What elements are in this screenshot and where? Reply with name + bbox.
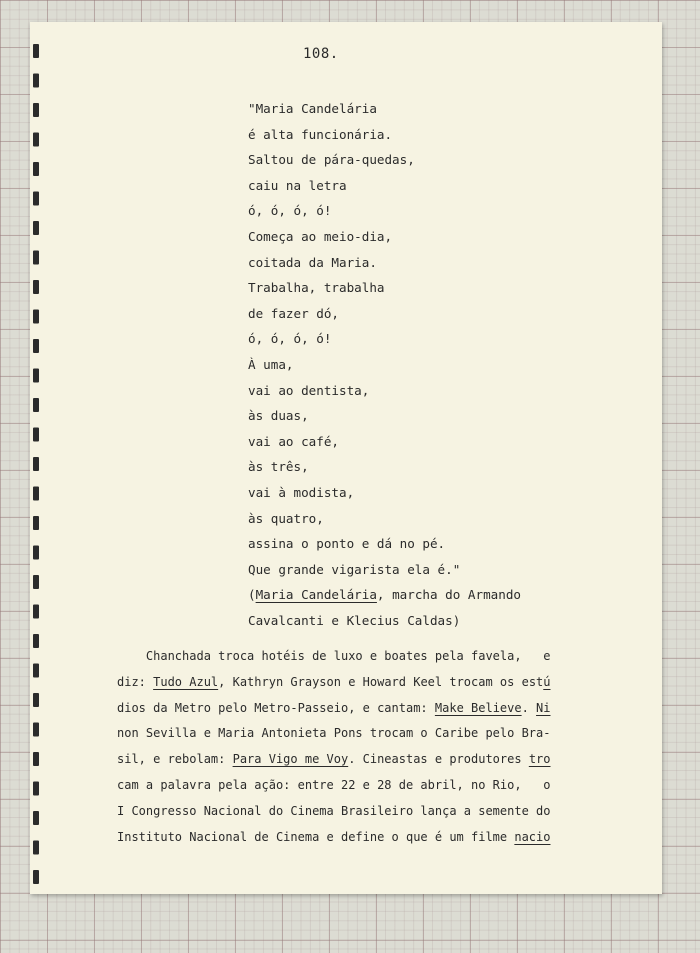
poem-line: vai ao café,: [248, 433, 339, 449]
page-number: 108.: [303, 46, 339, 62]
prose-text: . Cineastas e produtores: [348, 752, 529, 767]
poem-line: às três,: [248, 459, 309, 475]
poem-line: Que grande vigarista ela é.": [248, 561, 461, 577]
hyphenation-fragment: ú: [543, 674, 551, 689]
poem-line: ó, ó, ó, ó!: [248, 203, 332, 219]
prose-line: [117, 696, 597, 722]
prose-line: Chanchada troca hotéis de luxo e boates pela favela, e: [117, 649, 551, 663]
prose-text: diz:: [117, 674, 154, 689]
citation-text: , marcha do Armando: [376, 587, 521, 603]
poem-line: Trabalha, trabalha: [248, 280, 385, 296]
poem-line: é alta funcionária.: [248, 126, 393, 142]
poem-line: vai ao dentista,: [248, 382, 370, 398]
poem-line: Saltou de pára-quedas,: [248, 152, 415, 168]
poem-line: vai à modista,: [248, 484, 355, 500]
poem-line: ó, ó, ó, ó!: [248, 331, 332, 347]
hyphenation-fragment: nacio: [514, 829, 551, 844]
citation-song-title: Maria Candelária: [255, 587, 377, 603]
citation-line-1: [248, 582, 521, 608]
prose-line: [117, 670, 597, 696]
poem-line: Começa ao meio-dia,: [248, 228, 393, 244]
poem-block: [248, 96, 521, 633]
prose-line: cam a palavra pela ação: entre 22 e 28 de abril, no Rio, o: [117, 777, 551, 792]
poem-line: À uma,: [248, 356, 294, 372]
poem-line: às quatro,: [248, 510, 324, 526]
prose-text: sil, e rebolam:: [117, 752, 233, 767]
citation-open-paren: (: [248, 587, 256, 603]
prose-text: , Kathryn Grayson e Howard Keel trocam os est: [218, 674, 544, 689]
poem-line: às duas,: [248, 408, 309, 424]
hyphenation-fragment: Ni: [536, 700, 551, 715]
prose-text: dios da Metro pelo Metro-Passeio, e cantam:: [117, 700, 435, 715]
film-title: Tudo Azul: [153, 674, 219, 689]
prose-paragraph: [117, 644, 597, 850]
poem-line: caiu na letra: [248, 177, 347, 193]
citation-line-2: Cavalcanti e Klecius Caldas): [248, 612, 461, 628]
prose-line: [117, 825, 597, 851]
prose-line: non Sevilla e Maria Antonieta Pons trocam o Caribe pelo Bra-: [117, 726, 551, 741]
poem-line: coitada da Maria.: [248, 254, 377, 270]
prose-line: I Congresso Nacional do Cinema Brasileiro lança a semente do: [117, 803, 551, 818]
poem-line: "Maria Candelária: [248, 101, 377, 116]
film-title: Make Believe: [434, 700, 522, 715]
film-title: Para Vigo me Voy: [232, 752, 349, 767]
prose-text: .: [521, 700, 537, 715]
poem-line: de fazer dó,: [248, 305, 339, 321]
prose-line: [117, 747, 597, 773]
prose-text: Instituto Nacional de Cinema e define o que é um filme: [117, 829, 515, 844]
hyphenation-fragment: tro: [528, 752, 551, 767]
poem-line: assina o ponto e dá no pé.: [248, 536, 446, 552]
